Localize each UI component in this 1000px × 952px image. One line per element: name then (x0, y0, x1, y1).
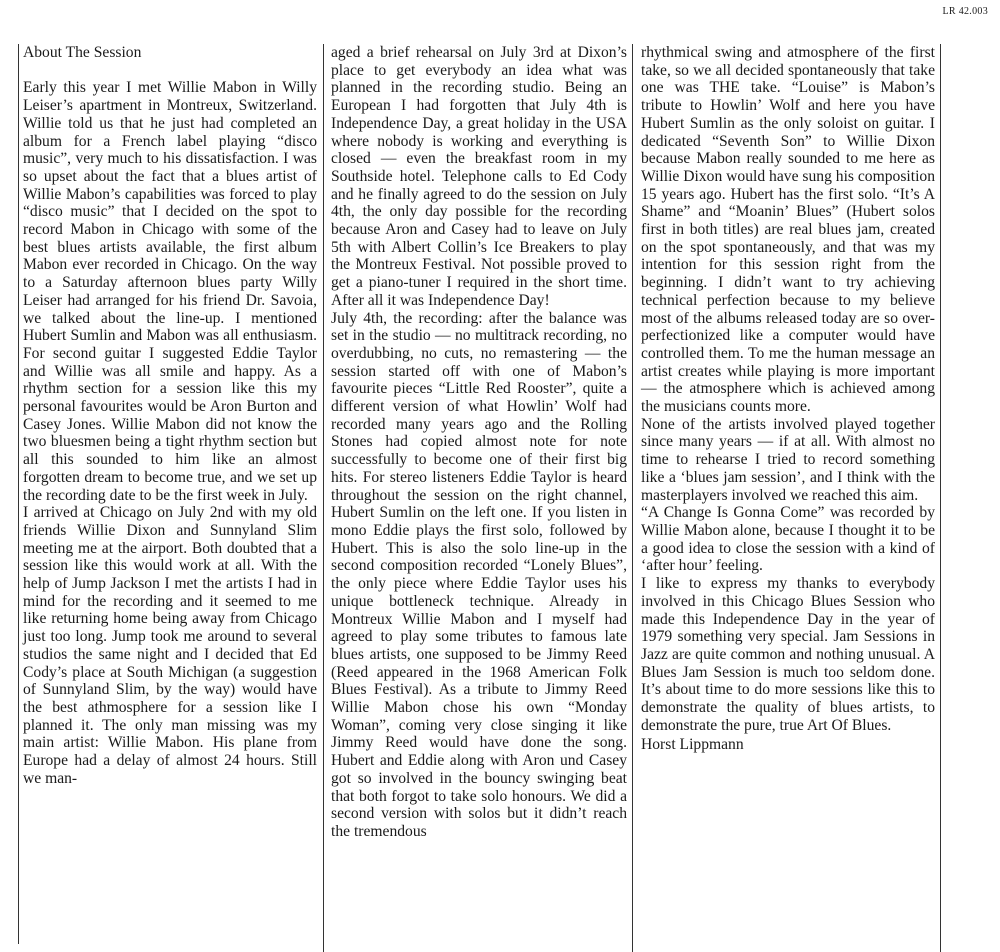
paragraph: None of the artists involved played together since many years — if at all. With almost no time to rehearse I tried to record something like a ‘blues jam session’, and I think with the masterplayers involved we reached this aim. (641, 415, 935, 504)
paragraph: rhythmical swing and atmosphere of the first take, so we all decided spontaneously that take one was THE take. “Louise” is Mabon’s tribute to Howlin’ Wolf and here you have Hubert Sumlin as the only soloist on guitar. I dedicated “Seventh Son” to Willie Dixon because Mabon really sounded to me here as Willie Dixon would have sung his composition 15 years ago. Hubert has the first solo. “It’s A Shame” and “Moanin’ Blues” (Hubert solos first in both titles) are real blues jam, created on the spot spontaneously, and that was my intention for this session right from the beginning. I didn’t want to try achieving technical perfection because to my believe most of the albums released today are so over-perfectionized like a computer would have controlled them. To me the human message an artist creates while playing is more important — the atmosphere which is achieved among the musicians counts more. (641, 44, 935, 416)
column-rule-1 (323, 44, 324, 952)
article-column-3 (636, 44, 940, 944)
paragraph: “A Change Is Gonna Come” was recorded by Willie Mabon alone, because I thought it to be a good idea to close the session with a kind of ‘after hour’ feeling. (641, 504, 935, 575)
paragraph: Early this year I met Willie Mabon in Willy Leiser’s apartment in Montreux, Switzerland. Willie told us that he just had completed an album for a French label playing “disco music”, very much to his dissatisfaction. I was so upset about the fact that a blues artist of Willie Mabon’s capabilities was forced to play “disco music” that I decided on the spot to record Mabon in Chicago with some of the best blues artists available, the first album Mabon ever recorded in Chicago. On the way to a Saturday afternoon blues party Willy Leiser had arranged for his friend Dr. Savoia, we talked about the line-up. I mentioned Hubert Sumlin and Mabon was all enthusiasm. For second guitar I suggested Eddie Taylor and Willie was all smile and happy. As a rhythm section for a session like this my personal favourites would be Aron Burton and Casey Jones. Willie Mabon did not know the two bluesmen being a tight rhythm section but all this sounded to him like an almost forgotten dream to become true, and we set up the recording date to be the first week in July. (23, 79, 317, 504)
author-signature: Horst Lippmann (641, 736, 744, 754)
column-rule-right (940, 44, 941, 952)
paragraph: July 4th, the recording: after the balance was set in the studio — no multitrack recording, no overdubbing, no cuts, no remastering — the session started off with one of Mabon’s favourite pieces “Little Red Rooster”, quite a different version of what Howlin’ Wolf had recorded many years ago and the Rolling Stones had copied almost note for note successfully to become one of their first big hits. For stereo listeners Eddie Taylor is heard throughout the session on the right channel, Hubert Sumlin on the left one. If you listen in mono Eddie plays the first solo, followed by Hubert. This is also the solo line-up in the second composition recorded “Lonely Blues”, the only piece where Eddie Taylor uses his unique bottleneck technique. Already in Montreux Willie Mabon and I myself had agreed to play some tributes to famous late blues artists, one supposed to be Jimmy Reed (Reed appeared in the 1968 American Folk Blues Festival). As a tribute to Jimmy Reed Willie Mabon chose his own “Monday Woman”, coming very close singing it like Jimmy Reed would have done the song. Hubert and Eddie along with Aron und Casey got so involved in the bouncy swinging beat that both forgot to take solo honours. We did a second version with solos but it didn’t reach the tremendous (331, 309, 627, 840)
catalog-number: LR 42.003 (942, 6, 988, 17)
article-column-1 (18, 44, 322, 944)
paragraph: aged a brief rehearsal on July 3rd at Dixon’s place to get everybody an idea what was planned in the recording studio. Being an European I had forgotten that July 4th is Independence Day, a great holiday in the USA where nobody is working and everything is closed — even the breakfast room in my Southside hotel. Telephone calls to Ed Cody and he finally agreed to do the session on July 4th, the only day possible for the recording because Aron and Casey had to leave on July 5th with Albert Collin’s Ice Breakers to play the Montreux Festival. Not possible proved to get a piano-tuner I required in the short time. After all it was Independence Day! (331, 44, 627, 309)
paragraph: I like to express my thanks to everybody involved in this Chicago Blues Session who made this Independence Day in the year of 1979 something very special. Jam Sessions in Jazz are quite common and nothing unusual. A Blues Jam Session is much too seldom done. It’s about time to do more sessions like this to demonstrate the quality of blues artists, to demonstrate the pure, true Art Of Blues. (641, 575, 935, 734)
article-column-2 (326, 44, 632, 944)
article-heading: About The Session (23, 44, 142, 61)
paragraph: I arrived at Chicago on July 2nd with my old friends Willie Dixon and Sunnyland Slim meeting me at the airport. Both doubted that a session like this would work at all. With the help of Jump Jackson I met the artists I had in mind for the recording and it seemed to me like returning home being away from Chicago just too long. Jump took me around to several studios the same night and I decided that Ed Cody’s place at South Michigan (a suggestion of Sunnyland Slim, by the way) would have the best athmosphere for a session like I planned it. The only man missing was my main artist: Willie Mabon. His plane from Europe had a delay of almost 24 hours. Still we man- (23, 504, 317, 787)
column-rule-2 (632, 44, 633, 952)
